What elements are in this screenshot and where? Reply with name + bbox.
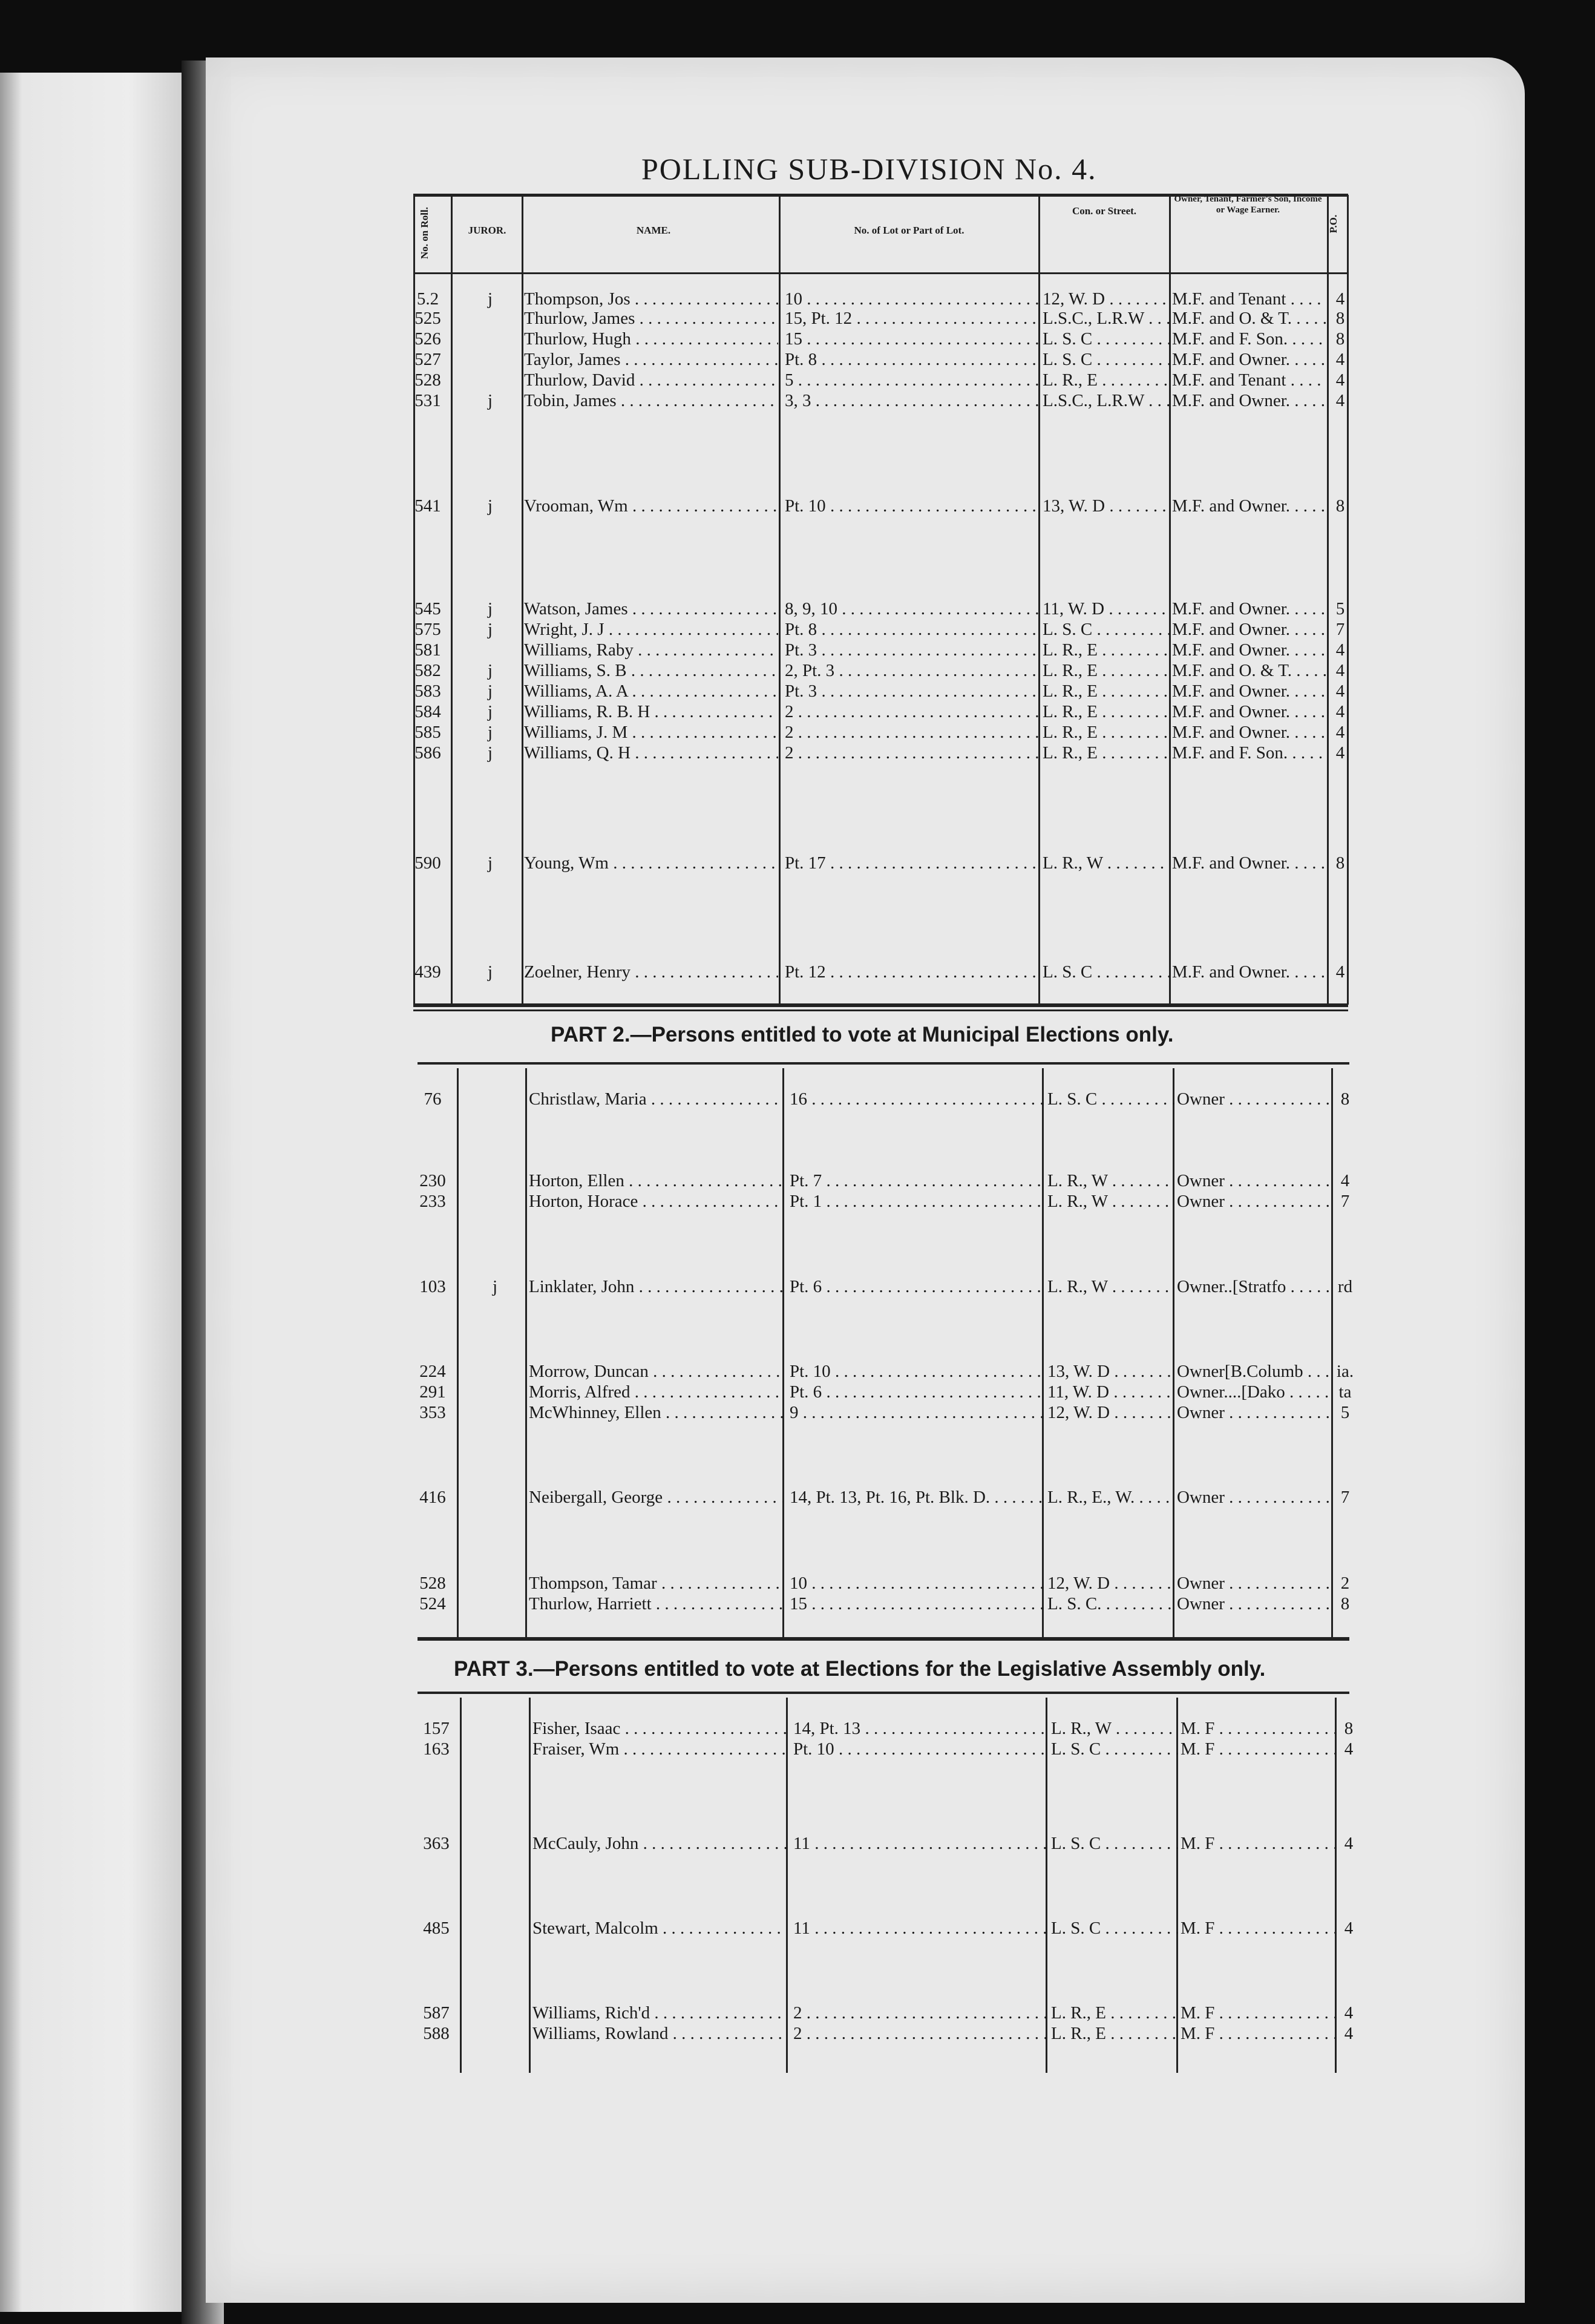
- concession: L. S. C . . .: [1043, 620, 1170, 640]
- owner-status: Owner . . .: [1177, 1403, 1331, 1423]
- juror-mark: j: [487, 391, 493, 410]
- voter-name: Williams, A. A . . .: [524, 681, 778, 701]
- lot-number: Pt. 10 . . .: [793, 1739, 1047, 1759]
- voter-name: Thurlow, Harriett . . .: [529, 1594, 783, 1614]
- concession: L. S. C . . .: [1051, 1834, 1178, 1854]
- voter-name: Thurlow, Hugh . . .: [524, 329, 778, 349]
- post-office: 4: [1335, 391, 1345, 410]
- post-office: 5: [1335, 599, 1345, 619]
- concession: 13, W. D . . .: [1043, 496, 1170, 516]
- table-row: [0, 1719, 1595, 1739]
- roll-number: 163: [423, 1739, 450, 1759]
- table-row: [0, 496, 1595, 517]
- owner-status: M.F. and Owner. . . .: [1172, 620, 1326, 640]
- roll-number: 583: [414, 681, 441, 701]
- voter-name: Williams, R. B. H . . .: [524, 702, 778, 722]
- roll-number: 528: [414, 370, 441, 390]
- table-row: [0, 289, 1595, 310]
- post-office: 8: [1340, 1594, 1350, 1613]
- col-rule: [1173, 1068, 1174, 1637]
- lot-number: 2, Pt. 3 . . .: [785, 661, 1039, 681]
- post-office: ia.: [1336, 1362, 1354, 1381]
- post-office: 5: [1340, 1403, 1350, 1422]
- concession: L. R., E . . .: [1043, 640, 1170, 660]
- roll-number: 585: [414, 723, 441, 742]
- juror-mark: j: [487, 496, 493, 516]
- lot-number: 16 . . .: [790, 1089, 1044, 1109]
- voter-name: Vrooman, Wm . . .: [524, 496, 778, 516]
- post-office: 4: [1344, 1919, 1354, 1938]
- roll-number: 526: [414, 329, 441, 349]
- owner-status: Owner . . .: [1177, 1574, 1331, 1594]
- concession: 11, W. D . . .: [1043, 599, 1170, 619]
- table-row: [0, 1594, 1595, 1615]
- table-row: [0, 853, 1595, 874]
- concession: L. R., E . . .: [1043, 661, 1170, 681]
- lot-number: 2 . . .: [785, 743, 1039, 763]
- part3-top-rule: [418, 1692, 1349, 1694]
- voter-name: Thurlow, James . . .: [524, 309, 778, 329]
- juror-mark: j: [487, 661, 493, 680]
- voter-name: Tobin, James . . .: [524, 391, 778, 411]
- post-office: 4: [1344, 2024, 1354, 2043]
- roll-number: 485: [423, 1919, 450, 1938]
- post-office: 8: [1335, 309, 1345, 328]
- roll-number: 581: [414, 640, 441, 660]
- roll-number: 230: [419, 1171, 446, 1190]
- lot-number: 8, 9, 10 . . .: [785, 599, 1039, 619]
- lot-number: 15 . . .: [785, 329, 1039, 349]
- table-row: [0, 1171, 1595, 1192]
- table-row: [0, 702, 1595, 723]
- voter-name: Horton, Ellen . . .: [529, 1171, 783, 1191]
- owner-status: M.F. and Owner. . . .: [1172, 702, 1326, 722]
- lot-number: 2 . . .: [785, 723, 1039, 743]
- header-juror: JUROR.: [468, 225, 506, 236]
- col-rule: [457, 1068, 459, 1637]
- concession: 13, W. D . . .: [1047, 1362, 1174, 1382]
- lot-number: Pt. 17 . . .: [785, 853, 1039, 873]
- lot-number: 15 . . .: [790, 1594, 1044, 1614]
- owner-status: M.F. and Owner. . . .: [1172, 962, 1326, 982]
- owner-status: M.F. and Owner. . . .: [1172, 723, 1326, 743]
- voter-name: Thurlow, David . . .: [524, 370, 778, 390]
- juror-mark: j: [487, 702, 493, 721]
- roll-number: 588: [423, 2024, 450, 2043]
- juror-mark: j: [487, 681, 493, 701]
- owner-status: M. F . . .: [1181, 1719, 1335, 1739]
- roll-number: 590: [414, 853, 441, 873]
- concession: L. S. C . . .: [1043, 329, 1170, 349]
- table-row: [0, 2003, 1595, 2024]
- post-office: 7: [1335, 620, 1345, 639]
- concession: L. S. C . . .: [1047, 1089, 1174, 1109]
- header-owner: Owner, Tenant, Farmer's Son, Income or Wage Earner.: [1174, 194, 1322, 215]
- post-office: 8: [1340, 1089, 1350, 1109]
- voter-name: Neibergall, George . . .: [529, 1488, 783, 1508]
- table-row: [0, 962, 1595, 983]
- voter-name: Morrow, Duncan . . .: [529, 1362, 783, 1382]
- concession: L. R., E . . .: [1043, 723, 1170, 743]
- roll-number: 5.2: [416, 289, 439, 309]
- owner-status: M.F. and Owner. . . .: [1172, 350, 1326, 370]
- roll-number: 524: [419, 1594, 446, 1613]
- owner-status: M. F . . .: [1181, 1919, 1335, 1938]
- post-office: 7: [1340, 1488, 1350, 1507]
- juror-mark: j: [487, 723, 493, 742]
- part1-bottom-rule: [413, 1003, 1348, 1007]
- post-office: 8: [1335, 329, 1345, 349]
- roll-number: 353: [419, 1403, 446, 1422]
- concession: L. S. C. . . .: [1047, 1594, 1174, 1614]
- roll-number: 541: [414, 496, 441, 516]
- lot-number: 11 . . .: [793, 1834, 1047, 1854]
- concession: L.S.C., L.R.W . . .: [1043, 309, 1170, 329]
- header-po: P.O.: [1328, 214, 1339, 234]
- owner-status: M. F . . .: [1181, 2024, 1335, 2044]
- roll-number: 157: [423, 1719, 450, 1738]
- voter-name: Williams, S. B . . .: [524, 661, 778, 681]
- roll-number: 233: [419, 1192, 446, 1211]
- voter-name: Taylor, James . . .: [524, 350, 778, 370]
- juror-mark: j: [487, 599, 493, 619]
- lot-number: 2 . . .: [793, 2024, 1047, 2044]
- header-con: Con. or Street.: [1072, 205, 1137, 217]
- voter-name: Watson, James . . .: [524, 599, 778, 619]
- voter-name: Morris, Alfred . . .: [529, 1382, 783, 1402]
- owner-status: M.F. and O. & T. . . .: [1172, 309, 1326, 329]
- roll-number: 584: [414, 702, 441, 721]
- part2-bottom-rule: [418, 1637, 1349, 1641]
- concession: 12, W. D . . .: [1047, 1403, 1174, 1423]
- juror-mark: j: [487, 289, 493, 309]
- roll-number: 528: [419, 1574, 446, 1593]
- concession: L. S. C . . .: [1051, 1919, 1178, 1938]
- lot-number: Pt. 7 . . .: [790, 1171, 1044, 1191]
- concession: L. R., E., W. . . .: [1047, 1488, 1174, 1508]
- voter-name: Williams, Rowland . . .: [532, 2024, 787, 2044]
- concession: 11, W. D . . .: [1047, 1382, 1174, 1402]
- owner-status: M.F. and Owner. . . .: [1172, 640, 1326, 660]
- lot-number: Pt. 1 . . .: [790, 1192, 1044, 1212]
- table-row: [0, 620, 1595, 640]
- voter-name: Zoelner, Henry . . .: [524, 962, 778, 982]
- col-rule: [1042, 1068, 1044, 1637]
- lot-number: 3, 3 . . .: [785, 391, 1039, 411]
- roll-number: 531: [414, 391, 441, 410]
- table-row: [0, 661, 1595, 681]
- voter-name: Young, Wm . . .: [524, 853, 778, 873]
- voter-name: Stewart, Malcolm . . .: [532, 1919, 787, 1938]
- post-office: rd: [1337, 1277, 1353, 1296]
- owner-status: M.F. and Owner. . . .: [1172, 853, 1326, 873]
- concession: L. R., W . . .: [1051, 1719, 1178, 1739]
- table-row: [0, 1834, 1595, 1854]
- juror-mark: j: [487, 743, 493, 763]
- concession: 12, W. D . . .: [1047, 1574, 1174, 1594]
- juror-mark: j: [487, 962, 493, 982]
- owner-status: Owner[B.Columb . . .: [1177, 1362, 1331, 1382]
- post-office: 4: [1344, 1739, 1354, 1759]
- table-row: [0, 1403, 1595, 1423]
- table-row: [0, 1919, 1595, 1939]
- juror-mark: j: [487, 620, 493, 639]
- post-office: 4: [1335, 962, 1345, 982]
- roll-number: 586: [414, 743, 441, 763]
- table-row: [0, 1192, 1595, 1212]
- owner-status: M.F. and Owner. . . .: [1172, 681, 1326, 701]
- roll-number: 103: [419, 1277, 446, 1296]
- concession: L. R., E . . .: [1043, 702, 1170, 722]
- lot-number: 2 . . .: [793, 2003, 1047, 2023]
- header-name: NAME.: [636, 225, 671, 236]
- table-row: [0, 329, 1595, 350]
- header-no-on-roll: No. on Roll.: [419, 207, 430, 259]
- concession: L. S. C . . .: [1051, 1739, 1178, 1759]
- roll-number: 587: [423, 2003, 450, 2023]
- table-row: [0, 1089, 1595, 1110]
- lot-number: 10 . . .: [785, 289, 1039, 309]
- owner-status: Owner . . .: [1177, 1171, 1331, 1191]
- concession: L.S.C., L.R.W . . .: [1043, 391, 1170, 411]
- post-office: 8: [1335, 853, 1345, 873]
- concession: L. R., W . . .: [1047, 1192, 1174, 1212]
- roll-number: 527: [414, 350, 441, 369]
- post-office: 2: [1340, 1574, 1350, 1593]
- table-row: [0, 1488, 1595, 1508]
- roll-number: 76: [424, 1089, 442, 1109]
- post-office: 4: [1340, 1171, 1350, 1190]
- roll-number: 439: [414, 962, 441, 982]
- lot-number: 2 . . .: [785, 702, 1039, 722]
- roll-number: 582: [414, 661, 441, 680]
- part2-title: PART 2.—Persons entitled to vote at Municipal Elections only.: [551, 1023, 1174, 1046]
- owner-status: Owner....[Dako . . .: [1177, 1382, 1331, 1402]
- post-office: 4: [1335, 640, 1345, 660]
- owner-status: Owner . . .: [1177, 1594, 1331, 1614]
- concession: L. R., W . . .: [1047, 1277, 1174, 1297]
- voter-name: Fisher, Isaac . . .: [532, 1719, 787, 1739]
- concession: L. R., W . . .: [1047, 1171, 1174, 1191]
- post-office: 4: [1335, 681, 1345, 701]
- voter-name: Williams, J. M . . .: [524, 723, 778, 743]
- post-office: 4: [1335, 723, 1345, 742]
- owner-status: Owner . . .: [1177, 1488, 1331, 1508]
- table-row: [0, 723, 1595, 743]
- page-title: POLLING SUB-DIVISION No. 4.: [641, 152, 1097, 186]
- table-row: [0, 1574, 1595, 1594]
- voter-name: Christlaw, Maria . . .: [529, 1089, 783, 1109]
- voter-name: Linklater, John . . .: [529, 1277, 783, 1297]
- post-office: 4: [1344, 1834, 1354, 1853]
- roll-number: 291: [419, 1382, 446, 1402]
- table-row: [0, 1382, 1595, 1403]
- owner-status: M.F. and F. Son. . . .: [1172, 743, 1326, 763]
- voter-name: Wright, J. J . . .: [524, 620, 778, 640]
- table-row: [0, 370, 1595, 391]
- post-office: 4: [1335, 702, 1345, 721]
- concession: L. R., E . . .: [1043, 743, 1170, 763]
- concession: L. R., E . . .: [1051, 2003, 1178, 2023]
- table-row: [0, 2024, 1595, 2044]
- lot-number: 10 . . .: [790, 1574, 1044, 1594]
- lot-number: Pt. 12 . . .: [785, 962, 1039, 982]
- juror-mark: j: [487, 853, 493, 873]
- col-rule: [782, 1068, 784, 1637]
- voter-name: Williams, Rich'd . . .: [532, 2003, 787, 2023]
- owner-status: M. F . . .: [1181, 1739, 1335, 1759]
- roll-number: 525: [414, 309, 441, 328]
- post-office: 4: [1335, 350, 1345, 369]
- owner-status: M.F. and Owner. . . .: [1172, 391, 1326, 411]
- lot-number: Pt. 6 . . .: [790, 1277, 1044, 1297]
- post-office: ta: [1338, 1382, 1352, 1402]
- table-row: [0, 599, 1595, 620]
- roll-number: 363: [423, 1834, 450, 1853]
- owner-status: M.F. and Tenant . . .: [1172, 370, 1326, 390]
- voter-name: Horton, Horace . . .: [529, 1192, 783, 1212]
- col-rule: [1331, 1068, 1333, 1637]
- table-row: [0, 681, 1595, 702]
- table-row: [0, 640, 1595, 661]
- part1-bottom-rule-2: [413, 1009, 1348, 1011]
- table-row: [0, 309, 1595, 329]
- table-row: [0, 743, 1595, 764]
- post-office: 4: [1335, 370, 1345, 390]
- concession: L. S. C . . .: [1043, 350, 1170, 370]
- header-lot: No. of Lot or Part of Lot.: [854, 225, 965, 236]
- voter-name: Thompson, Jos . . .: [524, 289, 778, 309]
- owner-status: Owner . . .: [1177, 1089, 1331, 1109]
- part3-title: PART 3.—Persons entitled to vote at Elections for the Legislative Assembly only.: [454, 1657, 1266, 1681]
- table-row: [0, 1277, 1595, 1298]
- voter-name: McCauly, John . . .: [532, 1834, 787, 1854]
- lot-number: 11 . . .: [793, 1919, 1047, 1938]
- concession: L. R., E . . .: [1043, 370, 1170, 390]
- lot-number: Pt. 10 . . .: [790, 1362, 1044, 1382]
- juror-mark: j: [492, 1277, 498, 1296]
- roll-number: 416: [419, 1488, 446, 1507]
- voter-name: Thompson, Tamar . . .: [529, 1574, 783, 1594]
- header-rule: [413, 272, 1348, 274]
- table-row: [0, 1362, 1595, 1382]
- lot-number: Pt. 3 . . .: [785, 640, 1039, 660]
- roll-number: 224: [419, 1362, 446, 1381]
- post-office: 4: [1344, 2003, 1354, 2023]
- col-rule: [525, 1068, 527, 1637]
- concession: L. R., E . . .: [1051, 2024, 1178, 2044]
- owner-status: M.F. and Owner. . . .: [1172, 496, 1326, 516]
- post-office: 8: [1335, 496, 1345, 516]
- table-row: [0, 391, 1595, 412]
- post-office: 4: [1335, 289, 1345, 309]
- concession: 12, W. D . . .: [1043, 289, 1170, 309]
- lot-number: Pt. 6 . . .: [790, 1382, 1044, 1402]
- lot-number: Pt. 10 . . .: [785, 496, 1039, 516]
- lot-number: 15, Pt. 12 . . .: [785, 309, 1039, 329]
- lot-number: 14, Pt. 13, Pt. 16, Pt. Blk. D. . . .: [790, 1488, 1044, 1508]
- voter-name: McWhinney, Ellen . . .: [529, 1403, 783, 1423]
- concession: L. S. C . . .: [1043, 962, 1170, 982]
- owner-status: Owner . . .: [1177, 1192, 1331, 1212]
- owner-status: M.F. and O. & T. . . .: [1172, 661, 1326, 681]
- owner-status: M. F . . .: [1181, 1834, 1335, 1854]
- table-row: [0, 350, 1595, 370]
- roll-number: 545: [414, 599, 441, 619]
- part2-top-rule: [418, 1062, 1349, 1065]
- lot-number: Pt. 3 . . .: [785, 681, 1039, 701]
- concession: L. R., W . . .: [1043, 853, 1170, 873]
- lot-number: 5 . . .: [785, 370, 1039, 390]
- lot-number: Pt. 8 . . .: [785, 620, 1039, 640]
- lot-number: Pt. 8 . . .: [785, 350, 1039, 370]
- lot-number: 9 . . .: [790, 1403, 1044, 1423]
- owner-status: Owner..[Stratfo . . .: [1177, 1277, 1331, 1297]
- roll-number: 575: [414, 620, 441, 639]
- concession: L. R., E . . .: [1043, 681, 1170, 701]
- voter-name: Williams, Raby . . .: [524, 640, 778, 660]
- post-office: 7: [1340, 1192, 1350, 1211]
- post-office: 4: [1335, 661, 1345, 680]
- lot-number: 14, Pt. 13 . . .: [793, 1719, 1047, 1739]
- owner-status: M.F. and Owner. . . .: [1172, 599, 1326, 619]
- owner-status: M.F. and Tenant . . .: [1172, 289, 1326, 309]
- voter-name: Fraiser, Wm . . .: [532, 1739, 787, 1759]
- voter-name: Williams, Q. H . . .: [524, 743, 778, 763]
- post-office: 4: [1335, 743, 1345, 763]
- owner-status: M. F . . .: [1181, 2003, 1335, 2023]
- table-row: [0, 1739, 1595, 1760]
- owner-status: M.F. and F. Son. . . .: [1172, 329, 1326, 349]
- post-office: 8: [1344, 1719, 1354, 1738]
